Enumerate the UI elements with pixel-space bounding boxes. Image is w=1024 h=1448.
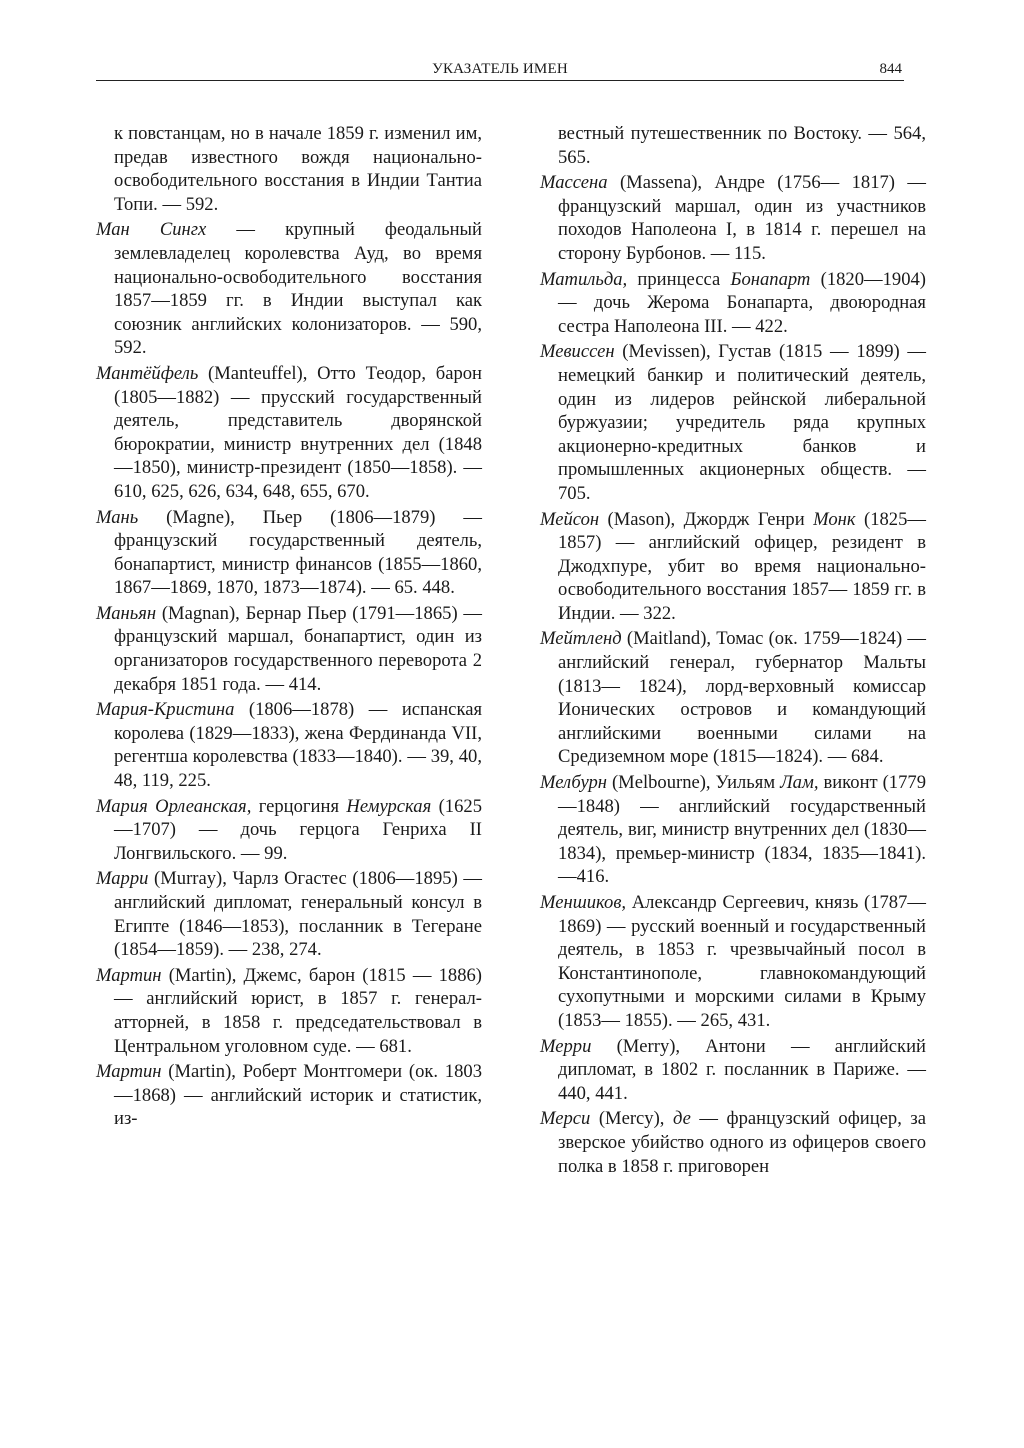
entry-text: вестный путешественник по Востоку. — 564, 565. [558, 123, 926, 168]
index-entry [540, 1035, 926, 1106]
header-title: УКАЗАТЕЛЬ ИМЕН [432, 61, 568, 77]
entry-name: Мейтленд [540, 628, 622, 650]
entry-text: Александр Сергеевич, князь (1787—1869) — русский военный и государственный деятель, в 1853 г. чрезвычайный посол в Константинополе, главнокомандующий сухопутными и морскими силами в Крыму (1853— 1855). — 265, 431. [558, 892, 926, 1031]
index-entry [96, 867, 482, 961]
entry-name: Лам, [780, 772, 819, 794]
entry-name: Мань [96, 506, 139, 528]
entry-text: (Massena), Андре (1756— 1817) — французский маршал, один из участников походов Наполеона I, в 1814 г. перешел на сторону Бурбонов. — 115. [558, 172, 926, 264]
index-entry [96, 698, 482, 792]
left-column [96, 122, 482, 1133]
entry-name: Немурская [346, 795, 432, 817]
entry-text: (Manteuffel), Отто Теодор, барон (1805—1882) — прусский государственный деятель, представитель дворянской бюрократии, министр внутренних дел (1848—1850), министр-президент (1850—1858). — 610, 625, 626, 634, 648, 655, 670. [114, 362, 482, 502]
index-entry [96, 602, 482, 696]
entry-text: к повстанцам, но в начале 1859 г. изменил им, предав известного вождя национально-освободительного восстания в Индии Тантиа Топи. — 592. [114, 123, 482, 215]
index-entry [540, 122, 926, 169]
index-entry [96, 122, 482, 216]
entry-text: (Magnan), Бернар Пьер (1791—1865) — французский маршал, бонапартист, один из организаторов государственного переворота 2 декабря 1851 года. — 414. [114, 602, 482, 695]
entry-text: (Mason), Джордж Генри [599, 508, 814, 530]
entry-text: (Maitland), Томас (ок. 1759—1824) — английский генерал, губернатор Мальты (1813— 1824), лорд-верховный комиссар Ионических островов и командующий английскими военными силами на Средиземном море (1815—1824). — 684. [558, 628, 926, 768]
entry-name: Мария Орлеанская, [96, 795, 252, 817]
entry-name: Маньян [96, 602, 157, 624]
entry-text: (1825—1857) — английский офицер, резидент в Джодхпуре, убит во время национально-освободительного восстания 1857— 1859 гг. в Индии. — 322. [558, 508, 926, 624]
entry-text: (Murray), Чарлз Огастес (1806—1895) — английский дипломат, генеральный консул в Египте (1846—1853), посланник в Тегеране (1854—1859). — 238, 274. [114, 868, 482, 961]
right-column [540, 122, 926, 1180]
index-entry [96, 795, 482, 866]
entry-text: (Melbourne), Уильям [607, 772, 781, 794]
entry-text: (Merry), Антони — английский дипломат, в 1802 г. посланник в Париже. — 440, 441. [558, 1035, 926, 1104]
index-entry [540, 340, 926, 505]
entry-text: виконт (1779—1848) — английский государственный деятель, виг, министр внутренних дел (1830—1834), премьер-министр (1834, 1835—1841). —416. [558, 772, 926, 888]
index-entry [540, 771, 926, 889]
index-entry [96, 362, 482, 504]
entry-name: Мантёйфель [96, 362, 199, 384]
entry-text: (1806—1878) — испанская королева (1829—1833), жена Фердинанда VII, регентша королевства (1833—1840). — 39, 40, 48, 119, 225. [114, 699, 482, 792]
entry-text: (Mevissen), Густав (1815 — 1899) — немецкий банкир и политический деятель, один из лидеров рейнской либеральной буржуазии; учредитель ряда крупных акционерно-кредитных банков и промышленных акционерных обществ. — 705. [558, 341, 926, 504]
index-entry [540, 171, 926, 265]
index-entry [540, 1107, 926, 1178]
index-entry [540, 891, 926, 1033]
index-entry [540, 508, 926, 626]
entry-text: (Magne), Пьер (1806—1879) — французский государственный деятель, бонапартист, министр финансов (1855—1860, 1867—1869, 1870, 1873—1874). — 65. 448. [114, 506, 482, 599]
entry-text: принцесса [627, 268, 731, 290]
entry-text: (1820—1904) — дочь Жерома Бонапарта, двоюродная сестра Наполеона III. — 422. [558, 268, 926, 337]
entry-name: Ман Сингх [96, 219, 207, 241]
entry-name: Бонапарт [730, 268, 811, 290]
entry-text: (Martin), Джемс, барон (1815 — 1886) — английский юрист, в 1857 г. генерал-атторней, в 1858 г. председательствовал в Центральном уголовном суде. — 681. [114, 964, 482, 1057]
entry-name: Мерри [540, 1035, 592, 1057]
entry-name: Матильда, [540, 268, 628, 290]
entry-name: Меншиков, [540, 892, 627, 913]
entry-text: (Mercy), [590, 1108, 673, 1130]
entry-name: Марри [96, 868, 149, 890]
entry-text: герцогиня [251, 795, 347, 817]
page-number: 844 [879, 61, 902, 77]
index-entry [540, 627, 926, 769]
entry-name: Мевиссен [540, 341, 615, 363]
entry-text: — крупный феодальный землевладелец королевства Ауд, во время национально-освободительного восстания 1857—1859 гг. в Индии выступал как союзник английских колонизаторов. — 590, 592. [114, 219, 482, 359]
entry-name: Мартин [96, 1061, 162, 1083]
entry-text: — французский офицер, за зверское убийство одного из офицеров своего полка в 1858 г. приговорен [558, 1108, 927, 1177]
index-entry [96, 218, 482, 360]
index-entry [96, 964, 482, 1058]
entry-name: Мерси [540, 1108, 591, 1130]
index-entry [540, 268, 926, 339]
entry-name: Мейсон [540, 508, 600, 530]
entry-name: Массена [540, 172, 608, 194]
entry-text: (1625—1707) — дочь герцога Генриха II Лонгвильского. — 99. [114, 795, 482, 864]
entry-name: Мелбурн [540, 772, 607, 794]
entry-name: де [672, 1108, 691, 1130]
entry-name: Мария-Кристина [96, 699, 235, 721]
entry-text: (Martin), Роберт Монтгомери (ок. 1803—1868) — английский историк и статистик, из- [114, 1061, 482, 1130]
running-header [96, 60, 904, 81]
index-entry [96, 506, 482, 600]
entry-name: Мартин [96, 964, 162, 986]
entry-name: Монк [813, 508, 856, 530]
index-entry [96, 1060, 482, 1131]
